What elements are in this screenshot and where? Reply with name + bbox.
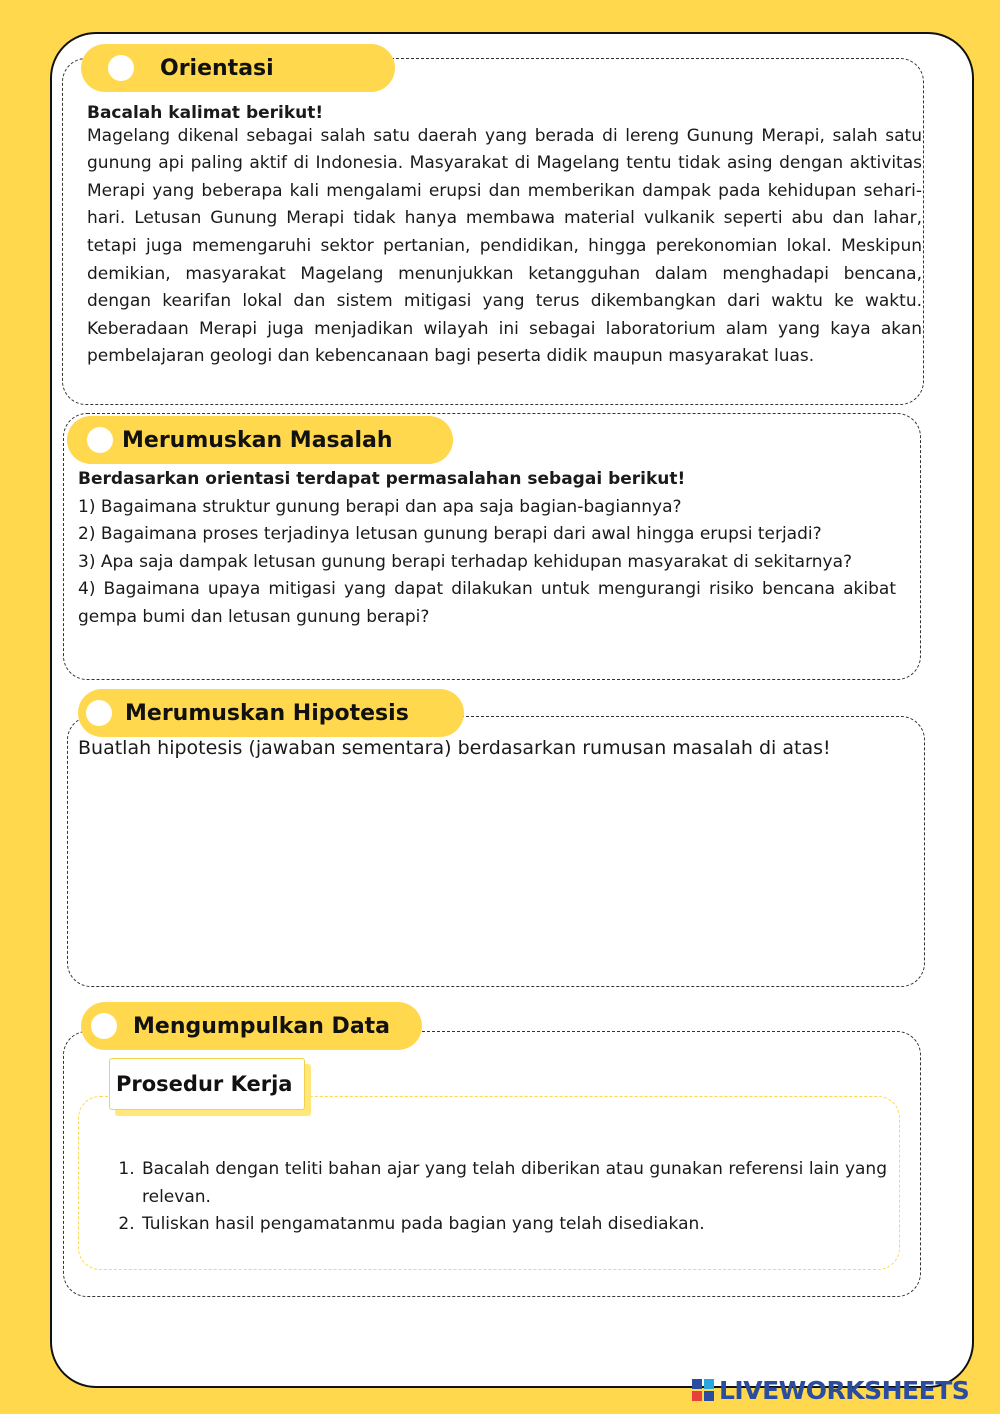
hipotesis-instruction: Buatlah hipotesis (jawaban sementara) berdasarkan rumusan masalah di atas! xyxy=(78,737,831,759)
procedure-tab xyxy=(109,1058,305,1110)
circle-bullet-icon xyxy=(86,700,112,726)
problem-question: 1) Bagaimana struktur gunung berapi dan apa saja bagian-bagiannya? xyxy=(78,496,682,517)
data-header xyxy=(81,1002,422,1050)
problem-question: 4) Bagaimana upaya mitigasi yang dapat dilakukan untuk mengurangi risiko bencana akibat gempa bumi dan letusan gunung berapi? xyxy=(78,579,896,627)
circle-bullet-icon xyxy=(87,427,113,453)
procedure-step: 1. Bacalah dengan teliti bahan ajar yang telah diberikan atau gunakan referensi lain yang relevan. xyxy=(140,1156,887,1211)
orientasi-header xyxy=(81,44,395,92)
orientasi-paragraph: Magelang dikenal sebagai salah satu daerah yang berada di lereng Gunung Merapi, salah satu gunung api paling aktif di Indonesia. Masyarakat di Magelang tentu tidak asing dengan aktivitas Merapi yang beberapa kali mengalami erupsi dan memberikan dampak pada kehidupan sehari-hari. Letusan Gunung Merapi tidak hanya membawa material vulkanik seperti abu dan lahar, tetapi juga memengaruhi sektor pertanian, pendidikan, hingga perekonomian lokal. Meskipun demikian, masyarakat Magelang menunjukkan ketangguhan dalam menghadapi bencana, dengan kearifan lokal dan sistem mitigasi yang terus dikembangkan dari waktu ke waktu. Keberadaan Merapi juga menjadikan wilayah ini sebagai laboratorium alam yang kaya akan pembelajaran geologi dan kebencanaan bagi peserta didik maupun masyarakat luas. xyxy=(87,125,922,367)
procedure-step: 2. Tuliskan hasil pengamatanmu pada bagian yang telah disediakan. xyxy=(140,1211,887,1239)
section-title: Mengumpulkan Data xyxy=(133,1013,391,1039)
brand-name: LIVEWORKSHEETS xyxy=(719,1375,970,1405)
hipotesis-header xyxy=(78,689,464,737)
circle-bullet-icon xyxy=(108,55,134,81)
problem-question: 3) Apa saja dampak letusan gunung berapi terhadap kehidupan masyarakat di sekitarnya? xyxy=(78,551,853,572)
procedure-title: Prosedur Kerja xyxy=(116,1072,293,1096)
section-title: Merumuskan Masalah xyxy=(122,427,393,453)
masalah-header xyxy=(67,416,453,464)
orientasi-content xyxy=(87,100,922,371)
problem-question: 2) Bagaimana proses terjadinya letusan gunung berapi dari awal hingga erupsi terjadi? xyxy=(78,524,822,545)
masalah-intro: Berdasarkan orientasi terdapat permasalahan sebagai berikut! xyxy=(78,469,686,489)
masalah-content xyxy=(78,466,896,632)
hipotesis-answer-field[interactable] xyxy=(78,772,912,976)
section-title: Merumuskan Hipotesis xyxy=(125,700,409,726)
orientasi-instruction: Bacalah kalimat berikut! xyxy=(87,103,324,123)
procedure-list xyxy=(118,1156,887,1239)
liveworksheets-logo-icon xyxy=(691,1378,715,1402)
circle-bullet-icon xyxy=(91,1013,117,1039)
liveworksheets-logo xyxy=(691,1374,969,1406)
section-title: Orientasi xyxy=(160,55,274,81)
